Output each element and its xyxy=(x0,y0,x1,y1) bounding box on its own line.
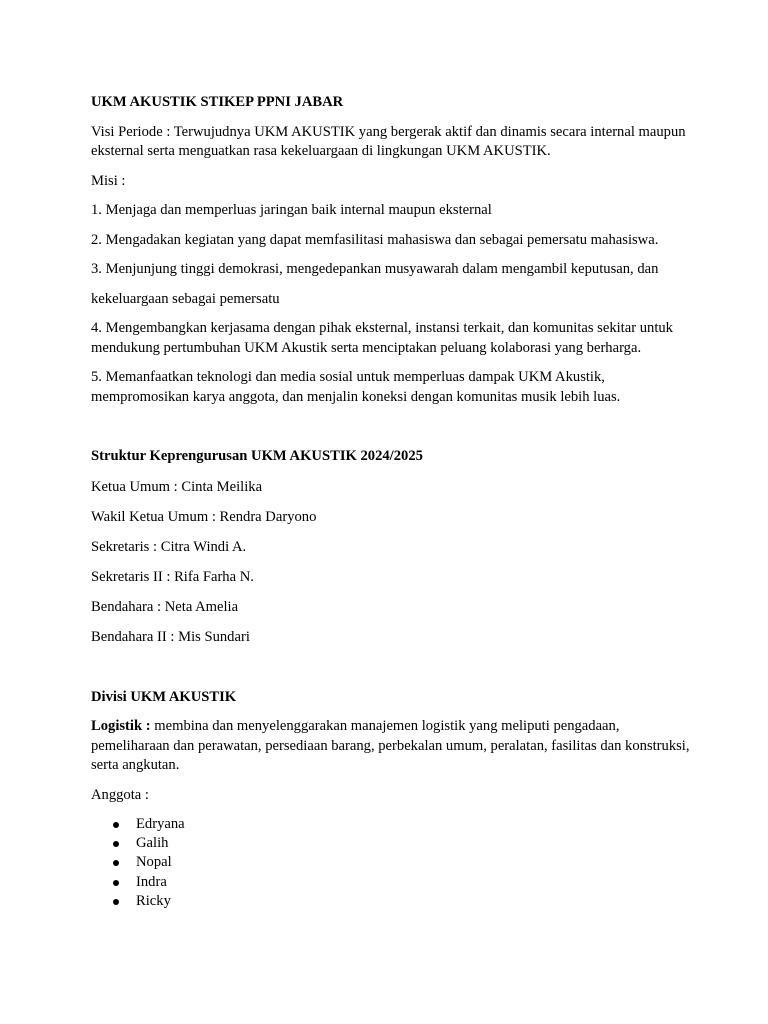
anggota-name: Nopal xyxy=(136,854,172,871)
divisi-heading: Divisi UKM AKUSTIK xyxy=(91,688,237,705)
list-item xyxy=(91,815,691,834)
misi-item-2: 2. Mengadakan kegiatan yang dapat memfasilitasi mahasiswa dan sebagai pemersatu mahasiswa. xyxy=(91,231,659,248)
misi-item-3: 3. Menjunjung tinggi demokrasi, mengedepankan musyawarah dalam mengambil keputusan, dan xyxy=(91,261,659,277)
list-item xyxy=(91,834,691,853)
misi-item-5: 5. Memanfaatkan teknologi dan media sosial untuk memperluas dampak UKM Akustik, mempromosikan karya anggota, dan menjalin koneksi dengan komunitas musik lebih luas. xyxy=(91,369,621,405)
bullet-icon xyxy=(113,899,119,905)
logistik-paragraph xyxy=(91,717,691,776)
misi-item-4: 4. Mengembangkan kerjasama dengan pihak eksternal, instansi terkait, dan komunitas sekitar untuk mendukung pertumbuhan UKM Akustik serta menciptakan peluang kolaborasi yang berharga. xyxy=(91,320,673,356)
misi-item-1: 1. Menjaga dan memperluas jaringan baik internal maupun eksternal xyxy=(91,202,492,218)
document-page xyxy=(91,93,691,911)
struktur-ketua-umum: Ketua Umum : Cinta Meilika xyxy=(91,478,263,495)
list-item xyxy=(91,853,691,872)
anggota-list xyxy=(91,815,691,911)
anggota-label: Anggota : xyxy=(91,786,149,803)
visi-paragraph: Visi Periode : Terwujudnya UKM AKUSTIK yang bergerak aktif dan dinamis secara internal maupun eksternal serta menguatkan rasa kekeluargaan di lingkungan UKM AKUSTIK. xyxy=(91,123,686,159)
bullet-icon xyxy=(113,860,119,866)
anggota-name: Indra xyxy=(136,873,167,890)
list-item xyxy=(91,873,691,892)
logistik-description: membina dan menyelenggarakan manajemen logistik yang meliputi pengadaan, pemeliharaan dan perawatan, persediaan barang, perbekalan umum, peralatan, fasilitas dan konstruksi, serta angkutan. xyxy=(91,718,690,773)
document-title: UKM AKUSTIK STIKEP PPNI JABAR xyxy=(91,94,344,110)
struktur-sekretaris: Sekretaris : Citra Windi A. xyxy=(91,538,247,555)
list-item xyxy=(91,892,691,911)
bullet-icon xyxy=(113,841,119,847)
bullet-icon xyxy=(113,880,119,886)
bullet-icon xyxy=(113,822,119,828)
struktur-bendahara: Bendahara : Neta Amelia xyxy=(91,598,239,615)
section-spacer xyxy=(91,417,691,447)
struktur-wakil-ketua: Wakil Ketua Umum : Rendra Daryono xyxy=(91,508,317,525)
misi-item-3-continued: kekeluargaan sebagai pemersatu xyxy=(91,290,280,307)
misi-label: Misi : xyxy=(91,172,126,189)
anggota-name: Galih xyxy=(136,835,169,852)
section-spacer xyxy=(91,657,691,688)
struktur-sekretaris-2: Sekretaris II : Rifa Farha N. xyxy=(91,568,254,585)
logistik-label: Logistik : xyxy=(91,718,151,734)
struktur-bendahara-2: Bendahara II : Mis Sundari xyxy=(91,628,250,645)
anggota-name: Ricky xyxy=(136,892,171,909)
anggota-name: Edryana xyxy=(136,816,185,832)
struktur-heading: Struktur Keprengurusan UKM AKUSTIK 2024/2025 xyxy=(91,448,423,464)
